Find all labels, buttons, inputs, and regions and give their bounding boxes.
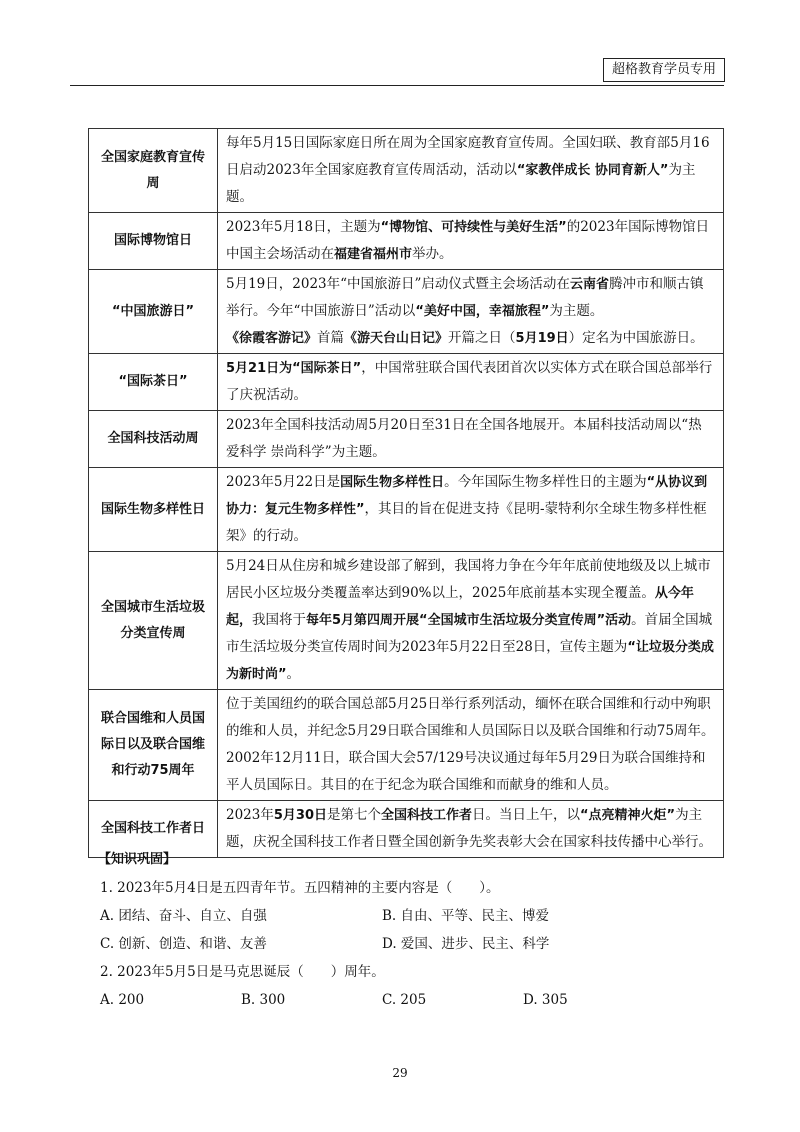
header-rule [70,85,724,86]
text-segment: 2023年 [226,807,274,823]
bold-highlight: 国际生物多样性日 [340,475,445,490]
event-name: 国际博物馆日 [89,213,218,270]
text-segment: 。首届全国城市生活垃圾分类宣传周时间为2023年5月22日至28日，宣传主题为 [226,612,713,655]
text-segment: 举办。 [412,246,453,262]
event-name: 全国家庭教育宣传周 [89,129,218,213]
text-segment: ，中国常驻联合国代表团首次以实体方式在联合国总部举行了庆祝活动。 [226,360,713,403]
text-segment: 首篇 [317,330,345,346]
text-segment: 每年5月15日国际家庭日所在周为全国家庭教育宣传周。全国妇联、教育部5月16日启动2023年全国家庭教育宣传周活动，活动以 [226,135,710,178]
text-segment: 为主题，庆祝全国科技工作者日暨全国创新争先奖表彰大会在国家科技传播中心举行。 [226,807,712,850]
text-segment: 开篇之日（ [448,330,516,346]
text-segment: 为主题。 [549,303,604,319]
event-description [218,552,724,690]
page-number: 29 [392,1066,408,1080]
bold-highlight: 5月30日 [273,808,327,823]
bold-highlight: 5月21日为“国际茶日” [226,361,362,376]
question-1-option-b: B. 自由、平等、民主、博爱 [382,908,550,924]
member-only-stamp: 超格教育学员专用 [603,58,725,82]
event-description [218,468,724,552]
text-segment: 是第七个 [327,807,381,823]
bold-highlight: 从今年起， [226,586,694,628]
text-segment: 5月19日，2023年“中国旅游日”启动仪式暨主会场活动在 [226,276,570,292]
event-row [89,468,724,552]
question-2-stem: 2. 2023年5月5日是马克思诞辰（ ）周年。 [100,964,385,980]
event-row [89,129,724,213]
text-segment: 。 [286,666,301,682]
text-segment: 腾冲市和顺古镇举行。今年“中国旅游日”活动以 [226,276,704,319]
bold-highlight: “家教伴成长 协同育新人” [516,163,669,178]
text-segment: ，其目的旨在促进支持《昆明-蒙特利尔全球生物多样性框架》的行动。 [226,501,707,544]
question-2-option-c: C. 205 [382,992,427,1008]
bold-highlight: “从协议到协力：复元生物多样性” [226,475,708,517]
bold-highlight: 云南省 [569,277,609,292]
event-description [218,129,724,213]
event-row [89,552,724,690]
question-2-options [100,986,724,1014]
question-1-option-c: C. 创新、创造、和谐、友善 [100,936,267,952]
text-segment: 位于美国纽约的联合国总部5月25日举行系列活动，缅怀在联合国维和行动中殉职的维和人员，并纪念5月29日联合国维和人员国际日以及联合国维和行动75周年。2002年12月11日，联合国大会57/129号决议通过每年5月29日为联合国维持和平人员国际日。其目的在于纪念为联合国维和而献身的维和人员。 [226,696,715,793]
text-segment: 为主题。 [226,162,696,205]
bold-highlight: “博物馆、可持续性与美好生活” [380,220,567,235]
text-segment: 2023年5月18日，主题为 [226,219,381,235]
bold-highlight: 全国科技工作者 [381,808,473,823]
text-segment: 5月24日从住房和城乡建设部了解到，我国将力争在今年年底前使地级及以上城市居民小区垃圾分类覆盖率达到90%以上，2025年底前基本实现全覆盖。 [226,558,711,601]
text-segment: 。今年国际生物多样性日的主题为 [444,474,647,490]
question-1-options-row-1 [100,902,724,930]
quiz-title: 【知识巩固】 [98,852,177,867]
event-row [89,690,724,801]
text-segment: 日。当日上午，以 [472,807,581,823]
event-row [89,411,724,468]
text-segment: 2023年5月22日是 [226,474,341,490]
event-row [89,354,724,411]
event-name: “中国旅游日” [89,270,218,354]
event-description [218,213,724,270]
text-segment: ）定名为中国旅游日。 [568,330,704,346]
event-name: 全国科技工作者日 [89,801,218,858]
event-description [218,270,724,354]
question-1-stem: 1. 2023年5月4日是五四青年节。五四精神的主要内容是（ ）。 [100,880,500,896]
question-1-options-row-2 [100,930,724,958]
text-segment: 我国将于 [252,612,307,628]
bold-highlight: 《徐霞客游记》 [226,331,318,346]
bold-highlight: “点亮精神火炬” [580,808,676,823]
question-2-option-a: A. 200 [100,992,145,1008]
bold-highlight: “美好中国，幸福旅程” [415,304,550,319]
event-name: 全国科技活动周 [89,411,218,468]
bold-highlight: 《游天台山日记》 [344,331,449,346]
bold-highlight: “让垃圾分类成为新时尚” [226,640,714,682]
question-2-option-d: D. 305 [523,992,568,1008]
question-1-option-a: A. 团结、奋斗、自立、自强 [100,908,267,924]
event-description [218,354,724,411]
bold-highlight: 5月19日 [515,331,569,346]
event-description [218,411,724,468]
bold-highlight: 福建省福州市 [334,247,413,262]
event-name: “国际茶日” [89,354,218,411]
event-row [89,213,724,270]
text-segment: 的2023年国际博物馆日中国主会场活动在 [226,219,710,262]
bold-highlight: 每年5月第四周开展“全国城市生活垃圾分类宣传周”活动 [306,613,632,628]
question-2-option-b: B. 300 [241,992,286,1008]
event-name: 国际生物多样性日 [89,468,218,552]
question-1-option-d: D. 爱国、进步、民主、科学 [382,936,550,952]
event-description [218,690,724,801]
knowledge-quiz [100,846,724,1014]
event-name: 全国城市生活垃圾分类宣传周 [89,552,218,690]
text-segment: 2023年全国科技活动周5月20日至31日在全国各地展开。本届科技活动周以“热爱科学 崇尚科学”为主题。 [226,417,702,460]
event-name: 联合国维和人员国际日以及联合国维和行动75周年 [89,690,218,801]
events-table-body [89,129,724,858]
events-table [88,128,724,858]
event-row [89,270,724,354]
